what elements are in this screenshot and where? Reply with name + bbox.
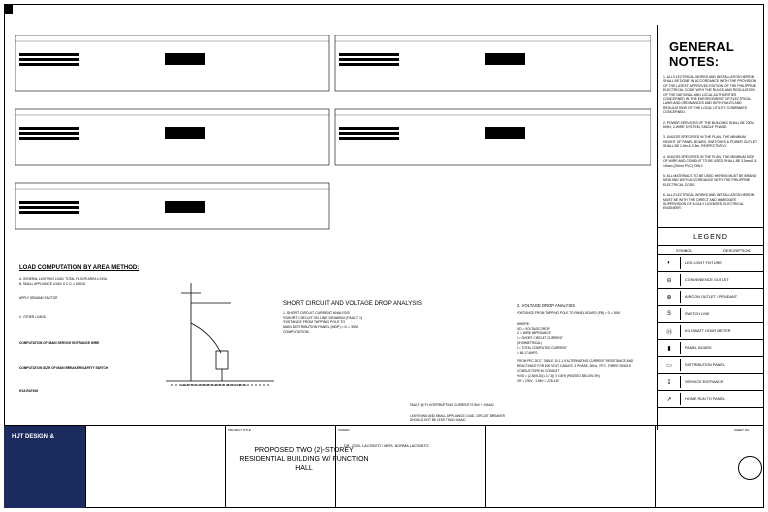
schedule-grid <box>15 35 651 260</box>
info-cell <box>86 426 226 508</box>
legend-description: CONVENIENCE OUTLET <box>685 278 729 282</box>
project-label: PROJECT TITLE <box>228 428 251 432</box>
legend-description: AIRCON OUTLET / PENDANT <box>685 295 738 299</box>
riser-diagram-caption: ELECTRICAL RISER/SHOWING DETAIL DETAIL <box>181 383 248 387</box>
legend-row <box>658 272 763 289</box>
load-line: A. GENERAL LIGHTING LOAD: TOTAL FLOOR AREA x 24VA <box>19 277 108 281</box>
legend-row <box>658 255 763 272</box>
legend-row <box>658 323 763 340</box>
load-line: KVA RATING <box>19 388 39 393</box>
legend-row <box>658 374 763 391</box>
legend-header-description: DESCRIPTION <box>723 247 751 253</box>
panel-board-icon: ▮ <box>658 342 681 354</box>
legend-table <box>657 227 763 427</box>
vd-line: = 66.17 AMPS <box>517 350 538 355</box>
sheet-number-circle <box>738 456 762 480</box>
legend-row <box>658 289 763 306</box>
voltage-drop-body <box>517 311 653 383</box>
light-fixture-icon: ◐ <box>658 257 681 269</box>
legend-description: KILOWATT HOUR METER <box>685 329 731 333</box>
legend-description: SERVICE ENTRANCE <box>685 380 724 384</box>
vd-line: I = TOTAL COMPUTED CURRENT <box>517 345 567 350</box>
sc-line: *DISTANCE FROM TAPPING POLE TO <box>283 320 346 325</box>
legend-description: DISTRIBUTION PANEL <box>685 363 726 367</box>
sheet-label: SHEET NO. <box>734 428 751 432</box>
revisions-cell <box>486 426 656 508</box>
vd-line: I = SHORT CIRCUIT CURRENT <box>517 336 563 341</box>
owner-cell <box>336 426 486 508</box>
sc-line: MAIN DISTRIBUTION PANEL (MDP) = D = 30M <box>283 325 358 330</box>
owner-name: DR. JOEL LACSINTO / MRS. NORMA LACSINTO <box>344 444 429 448</box>
short-circuit-subtitle: 1. SHORT CIRCUIT CURRENT ANALYSIS <box>283 311 350 315</box>
sc-line: FAULT @ F1 INTERRUPTING CURRENT IS 9kV + 10kAIC <box>410 403 494 407</box>
legend-row <box>658 340 763 357</box>
legend-title: LEGEND <box>693 234 728 241</box>
legend-row <box>658 391 763 408</box>
note-6: 6. ALL ELECTRICAL WORKS AND INSTALLATION HEREIN MUST BE WITH THE DIRECT AND IMMEDIATE SUPERVISION OF A DULY LICENSED ELECTRICAL ENGINEER. <box>663 193 755 211</box>
service-entrance-icon: ↧ <box>658 376 681 388</box>
sc-line: *ISHORT CIRCUIT ON LINE DRAWING (FAULT 1) <box>283 315 363 320</box>
note-5: 5. ALL MATERIALS TO BE USED HEREIN MUST BE BRAND NEW AND WITH ACCORDANCE WITH THE PHILIPPINE ELECTRICAL CODE. <box>663 173 757 187</box>
vd-line: FROM PEC 2017, TABLE 10.1.1.9 ALTERNATING CURRENT RESISTANCE AND REACTANCE FOR 600 VOLT CABLES, 3 PHASE, 60Hz, 75°C. THREE SINGLE CONDUCTORS IN CONDUIT <box>517 359 634 373</box>
vd-line: WHERE: <box>517 321 530 326</box>
load-line: COMPUTATION OF MAIN SERVICE ENTRANCE WIRE <box>19 341 100 346</box>
voltage-drop-title: 2. VOLTAGE DROP ANALYSIS <box>517 303 576 308</box>
legend-header-symbol: SYMBOL <box>675 247 693 253</box>
vd-line: *DISTANCE FROM TAPPING POLE TO PANEL BOARD (PB) = D = 30M <box>517 311 620 315</box>
vd-line: (SYMMETRICAL) <box>517 340 543 345</box>
legend-description: SWITCH LINE <box>685 312 710 316</box>
short-circuit-formulas <box>410 311 510 423</box>
title-block <box>4 425 764 508</box>
panel-schedule-tables <box>15 35 651 260</box>
legend-description: HOME RUN TO PANEL <box>685 397 726 401</box>
firm-cell <box>4 426 86 508</box>
general-notes-title: GENERAL NOTES: <box>669 39 734 69</box>
vd-line: %VD = (2.3kVLD/(1.3 / 3)) X 100% (PASSED BELOW 3%) <box>517 373 600 378</box>
riser-diagram <box>161 263 279 433</box>
owner-label: OWNER <box>338 428 350 432</box>
legend-header <box>658 245 763 255</box>
vd-line: VD = VOLTAGE DROP <box>517 326 550 331</box>
load-computation-title: LOAD COMPUTATION BY AREA METHOD: <box>19 265 140 271</box>
load-line: B. SMALL APPLIANCE LOAD: 6 C.O. x 180VA <box>19 281 86 286</box>
aircon-outlet-icon: ⊕ <box>658 291 681 303</box>
legend-description: LED LIGHT FIXTURE <box>685 261 722 265</box>
short-circuit-title: SHORT CIRCUIT AND VOLTAGE DROP ANALYSIS <box>283 301 422 307</box>
switch-icon: S <box>658 308 681 320</box>
note-4: 4. UNLESS SPECIFIED IN THE PLAN, THE MINIMUM SIZE OF WIRE AND CONDUIT TO BE USED SHALL BE 3.5mm2 & 15mm (20mm PVC) ONLY. <box>663 154 757 168</box>
note-2: 2. POWER SERVICES OF THE BUILDING SHALL BE 230V, 60Hz, 2-WIRE SYSTEM, SINGLE PHASE. <box>663 120 755 130</box>
page-corner-mark <box>5 5 13 14</box>
load-line: C. OTHER LOADS <box>19 314 46 319</box>
load-line: COMPUTATION SIZE OF MAIN BREAKER/SAFETY SWITCH <box>19 365 109 370</box>
home-run-icon: ↗ <box>658 393 681 405</box>
load-line: APPLY DEMAND FACTOR <box>19 296 58 301</box>
load-computation-body <box>19 277 155 393</box>
project-title: PROPOSED TWO (2)-STOREY RESIDENTIAL BUILDING W/ FUNCTION HALL <box>239 447 369 472</box>
note-3: 3. UNLESS SPECIFIED IN THE PLAN, THE MINIMUM HEIGHT OF PANEL BOARD, SWITCHES & POWER OUTLET SHALL BE 1.5m & 0.3m, RESPECTIVELY. <box>663 135 758 149</box>
note-1: 1. ALL ELECTRICAL WORKS AND INSTALLATION HEREIN SHALL BE DONE IN ACCORDANCE WITH THE PROVISION OF THE LATEST APPROVED EDITION OF THE PHILIPPINE ELECTRICAL CODE WITH THE RULES AND REGULATION OF THE NATIONAL AND LOCAL AUTHORITIES CONCERNED IN THE ENFORCEMENT OF ELECTRICAL LAWS AND ORDINANCES AND WITH RULES AND REGULATIONS OF THE LOCAL UTILITY COMPANIES CONCERNED. <box>663 75 757 115</box>
distribution-panel-icon: ▭ <box>658 359 681 371</box>
sc-line: COMPUTATION: <box>283 329 310 334</box>
riser-diagram-drawing <box>161 263 279 433</box>
short-circuit-body <box>283 311 407 335</box>
sc-line: LIGHTNING AND SMALL APPLIANCE LOAD, CIRCUIT BREAKER SHOULD NOT BE LESS THAN 10kAIC <box>410 413 505 423</box>
convenience-outlet-icon: ⊖ <box>658 274 681 286</box>
vd-line: Z = WIRE IMPEDANCE <box>517 331 551 336</box>
legend-description: PANEL BOARD <box>685 346 712 350</box>
vd-line: VR = 230V - 1.86V = 228.14V <box>517 378 560 383</box>
legend-row <box>658 306 763 323</box>
legend-row <box>658 357 763 374</box>
firm-name: HJT DESIGN & <box>12 434 55 440</box>
kilowatt-hour-meter-icon: Ⓜ <box>658 325 681 337</box>
